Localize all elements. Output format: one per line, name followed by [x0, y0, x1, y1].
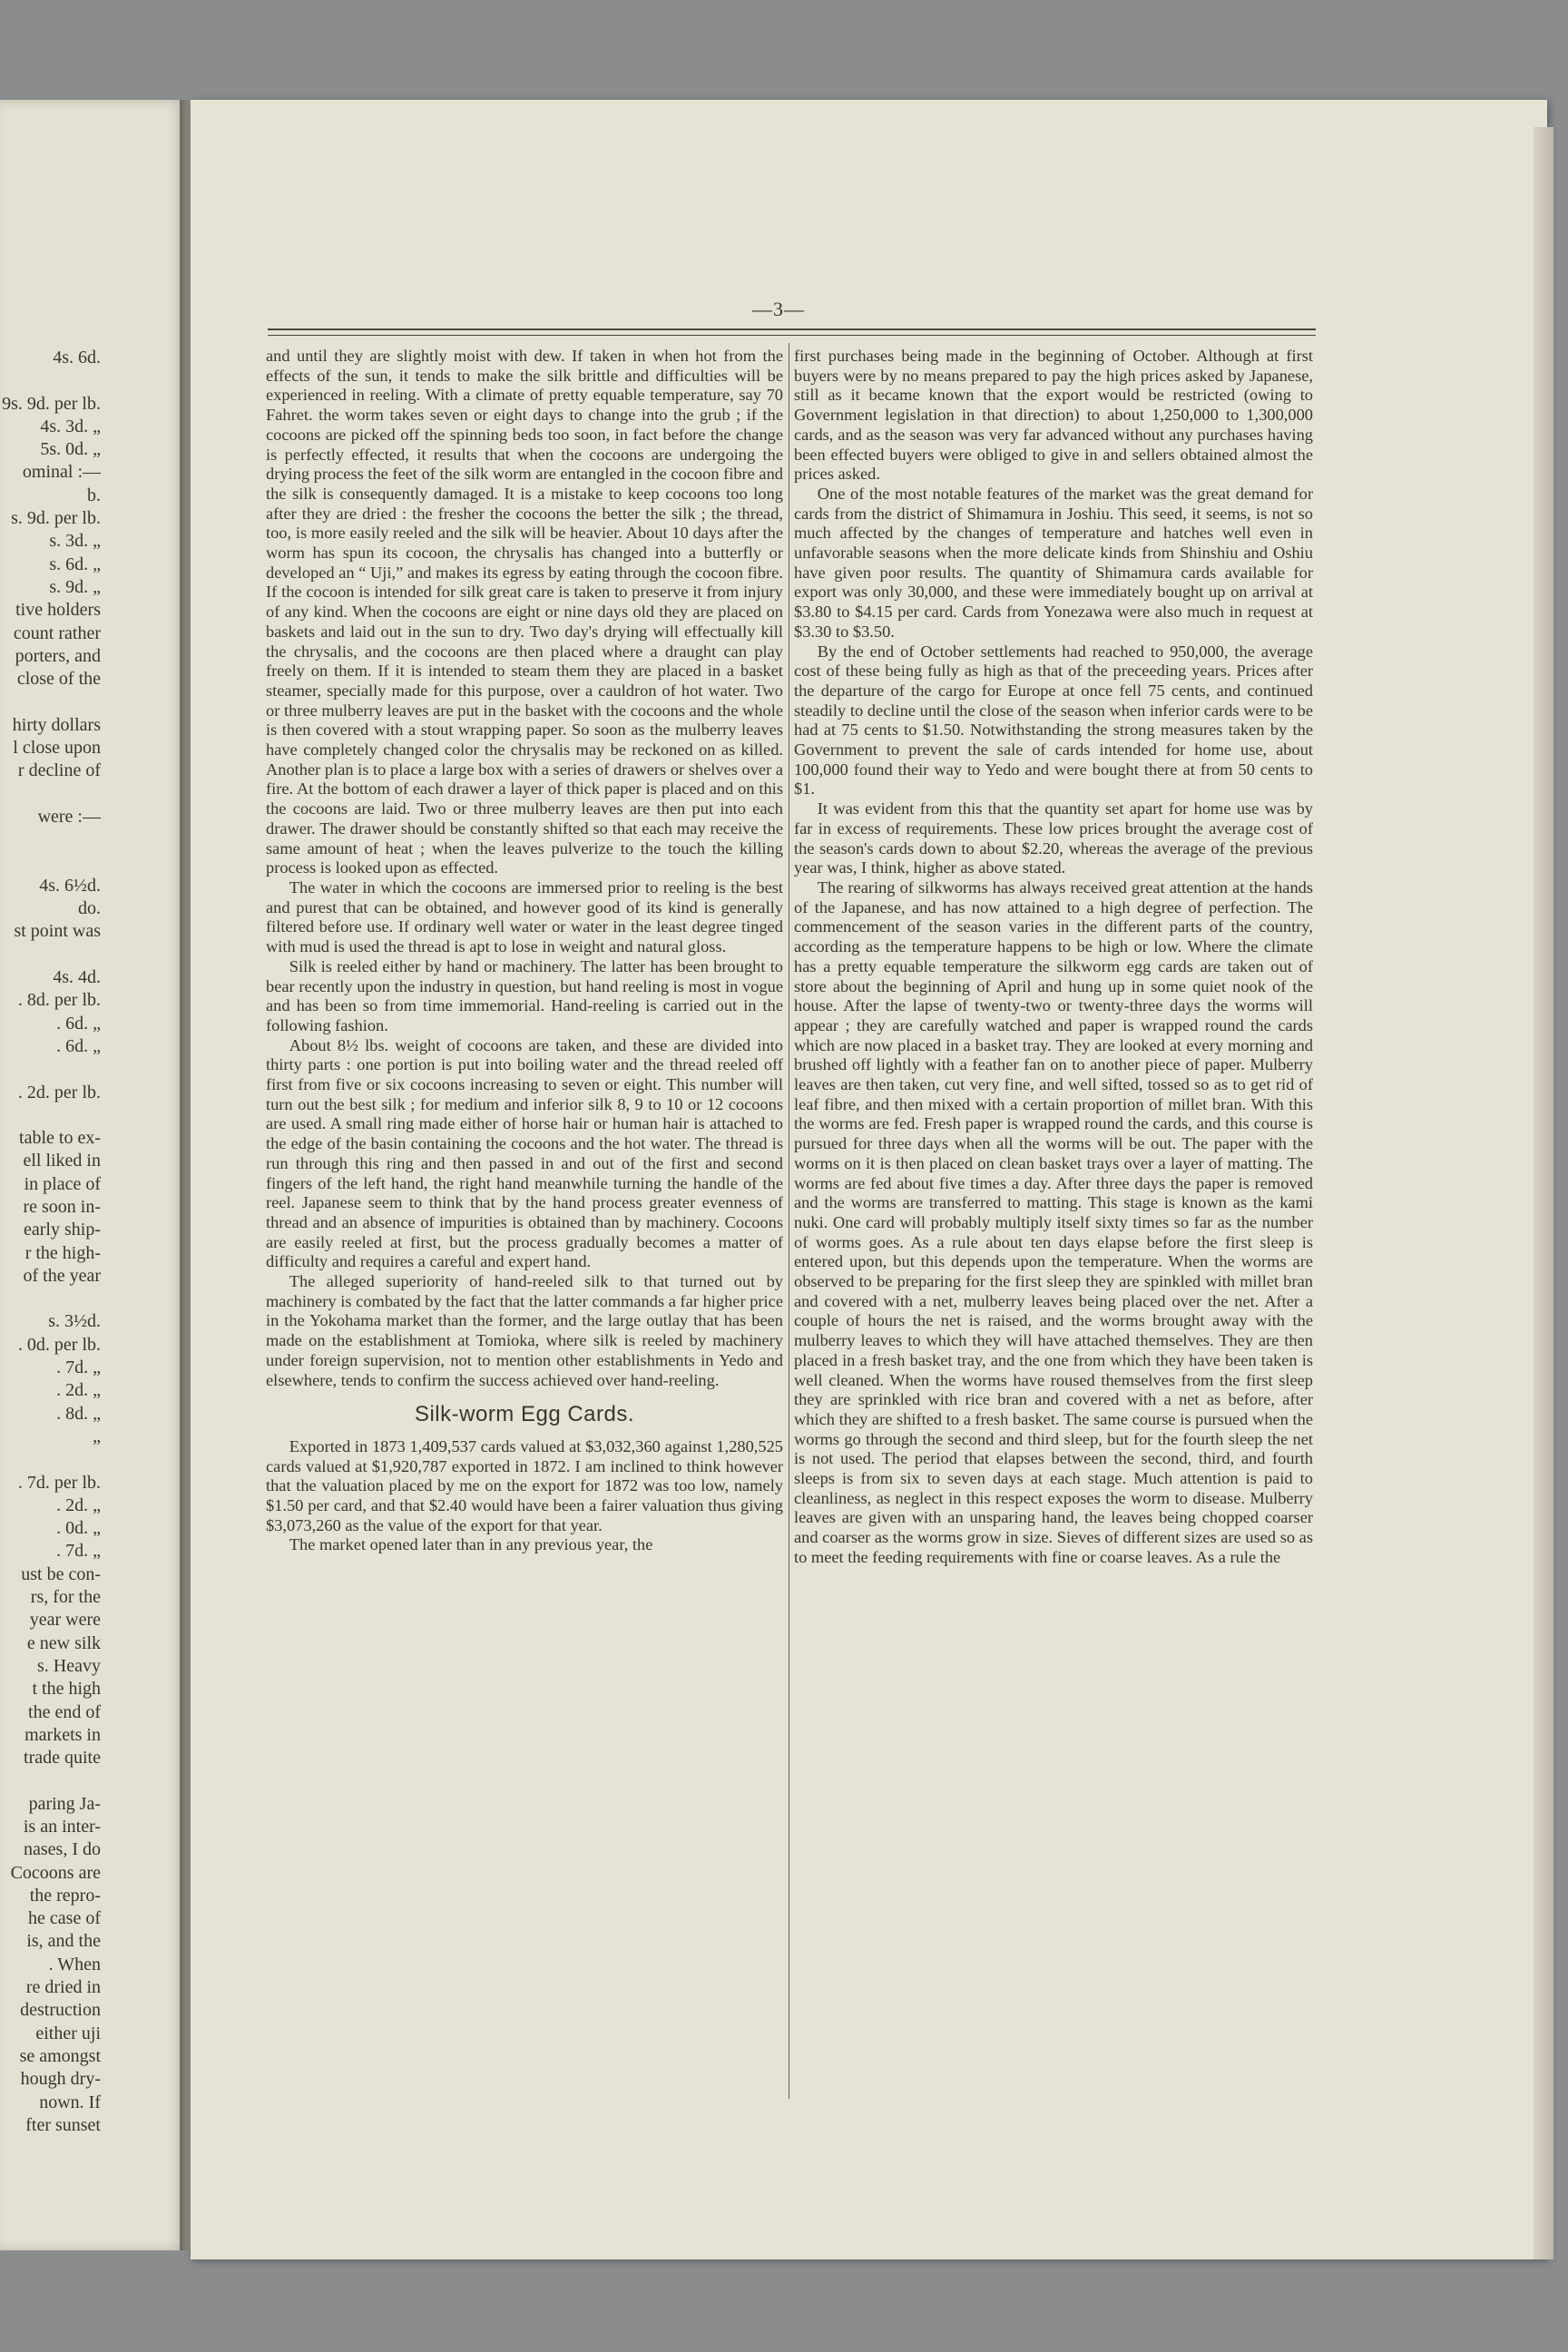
left-page-line: re dried in	[25, 1977, 101, 1998]
left-page-line: 4s. 6½d.	[39, 875, 101, 896]
left-page-line: rs, for the	[30, 1587, 101, 1608]
left-page-line: s. 3½d.	[48, 1311, 101, 1332]
left-page-line	[0, 1288, 101, 1310]
left-page-line: ust be con-	[21, 1563, 101, 1584]
left-page-line: porters, and	[15, 645, 101, 666]
left-page-line: . 2d. „	[56, 1380, 101, 1401]
left-page-line: re soon in-	[23, 1196, 101, 1217]
left-page-line: Cocoons are	[10, 1862, 101, 1883]
left-page-line: r decline of	[17, 760, 101, 781]
left-page-line: . 7d. „	[56, 1541, 101, 1562]
left-page-line: . 7d. per lb.	[17, 1472, 101, 1493]
paragraph: One of the most notable features of the market was the great demand for cards from the district of Shimamura in Joshiu. This seed, it seems, is not so much affected by the changes of temperature and hatches well even in unfavorable seasons when the more delicate kinds from Shinshiu and Oshiu have given poor results. The quantity of Shimamura cards available for export was only 30,000, and these were immediately bought up on arrival at $3.80 to $4.15 per card. Cards from Yonezawa were also much in request at $3.30 to $3.50.	[794, 484, 1313, 641]
left-page-line: „	[93, 1426, 101, 1446]
left-page-line: hirty dollars	[12, 714, 101, 735]
header-rule	[268, 328, 1316, 330]
left-page-line: early ship-	[24, 1220, 101, 1240]
paragraph: The alleged superiority of hand-reeled silk to that turned out by machinery is combated by the fact that the latter commands a far higher price in the Yokohama market than the former, and the large outlay that has been made on the establishment at Tomioka, where silk is reeled by machinery under foreign supervision, not to mention other establishments in Yedo and elsewhere, tends to confirm the success achieved over hand-reeling.	[266, 1272, 783, 1389]
left-page-line: nown. If	[39, 2092, 101, 2112]
section-heading: Silk-worm Egg Cards.	[414, 1402, 635, 1427]
left-page-line: . 0d. „	[56, 1518, 101, 1539]
left-page-line: tive holders	[15, 600, 101, 621]
left-page-line: . When	[48, 1954, 101, 1975]
page-edge	[1534, 127, 1553, 2259]
paragraph: Exported in 1873 1,409,537 cards valued at $3,032,360 against 1,280,525 cards valued at $1,920,787 exported in 1872. I am inclined to think however that the valuation placed by me on the export for 1872 was too low, namely $1.50 per card, and that $2.40 would have been a fairer valuation thus giving $3,073,260 as the value of the export for that year.	[266, 1436, 783, 1534]
left-page-line: 4s. 4d.	[53, 967, 101, 988]
paragraph: first purchases being made in the beginning of October. Although at first buyers were by no means prepared to pay the high prices asked by Japanese, still as it became known that the export would be restricted (owing to Government legislation in that direction) to about 1,250,000 to 1,300,000 cards, and as the season was very far advanced without any purchases having been effected buyers were obliged to give in and sellers obtained almost the prices asked.	[794, 347, 1313, 484]
left-page-line: trade quite	[24, 1748, 101, 1769]
left-page-line: . 7d. „	[56, 1357, 101, 1378]
left-page-line: in place of	[24, 1173, 101, 1194]
paragraph: The water in which the cocoons are immersed prior to reeling is the best and purest that can be obtained, and however good of its kind is generally filtered before use. If ordinary well water or water in the least degree tinged with mud is used the thread is apt to lose in weight and natural gloss.	[266, 877, 783, 956]
left-page-line: . 8d. „	[56, 1403, 101, 1424]
left-page-line	[0, 852, 101, 875]
left-page-line: the repro-	[29, 1885, 101, 1906]
left-page-line	[0, 1104, 101, 1127]
left-page-line	[0, 828, 101, 851]
left-page-line: s. 9d. „	[49, 576, 101, 597]
left-page-line: . 6d. „	[56, 1013, 101, 1034]
left-page-line: s. 6d. „	[49, 554, 101, 574]
left-page-line: t the high	[32, 1679, 101, 1700]
left-page-line: s. 3d. „	[49, 531, 101, 552]
left-page-line: 5s. 0d. „	[40, 439, 101, 460]
left-page-line	[0, 1448, 101, 1471]
paragraph: Silk is reeled either by hand or machinery. The latter has been brought to bear recently upon the industry in question, but hand reeling is most in vogue and has been so from time immemorial. Hand-reeling is carried out in the following fashion.	[266, 956, 783, 1034]
left-page-line: ominal :—	[22, 462, 101, 483]
left-page-line	[0, 1058, 101, 1081]
left-page-line: paring Ja-	[28, 1793, 101, 1814]
left-page-line: he case of	[28, 1908, 101, 1929]
left-page-line: . 8d. per lb.	[17, 990, 101, 1011]
left-page-line: b.	[87, 485, 101, 505]
left-page-line: is an inter-	[23, 1817, 101, 1837]
left-page-line: s. 9d. per lb.	[11, 508, 101, 529]
left-page-line	[0, 691, 101, 713]
right-column	[794, 347, 1313, 1568]
paragraph: and until they are slightly moist with dew. If taken in when hot from the effects of the sun, it tends to make the silk brittle and difficulties will be experienced in reeling. With a climate of pretty equable temperature, say 70 Fahret. the worm takes seven or eight days to change into the grub ; if the cocoons are picked off the spinning beds too soon, in fact before the change is perfectly effected, it results that when the cocoons are undergoing the drying process the feet of the silk worm are entangled in the cocoon fibre and the silk is consequently damaged. It is a mistake to keep cocoons too long after they are dried : the fresher the cocoons the better the silk ; the thread, too, is more easily reeled and the silk will be heavier. About 10 days after the worm has spun its cocoon, the chrysalis has changed into a butterfly or developed an “ Uji,” and makes its egress by eating through the cocoon fibre. If the cocoon is intended for silk great care is taken to preserve it from injury of any kind. When the cocoons are eight or nine days old they are placed on baskets and laid out in the sun to dry. Two day's drying will effectually kill the chrysalis, and the cocoons are then placed where a draught can play freely on them. If it is intended to steam them they are placed in a basket steamer, specially made for this purpose, over a cauldron of hot water. Two or three mulberry leaves are put in the basket with the cocoons and the whole is then covered with a stout wrapping paper. So soon as the mulberry leaves have completely changed color the chrysalis may be reckoned on as killed. Another plan is to place a large box with a series of drawers or shelves over a fire. At the bottom of each drawer a layer of thick paper is placed and on this the cocoons are laid. Two or three mulberry leaves are then put into each drawer. The drawer should be constantly shifted so that each may receive the same amount of heat ; when the leaves pulverize to the touch the killing process is looked upon as effected.	[266, 347, 783, 877]
left-page-line: year were	[29, 1610, 101, 1631]
left-page-line: . 0d. per lb.	[17, 1334, 101, 1355]
left-page-line: destruction	[20, 2000, 101, 2021]
left-page-text-fragments	[0, 100, 186, 2137]
left-page-line: either uji	[35, 2023, 101, 2043]
left-page-line: the end of	[28, 1701, 101, 1722]
left-page-line: fter sunset	[25, 2114, 101, 2135]
left-page-line	[0, 944, 101, 966]
left-page-line	[0, 1769, 101, 1792]
left-page-line: do.	[78, 898, 101, 919]
left-page-line: close of the	[16, 669, 101, 690]
header-rule-thin	[268, 335, 1316, 336]
left-page-line: st point was	[14, 921, 101, 942]
left-page-line: nases, I do	[24, 1839, 101, 1860]
left-page-line: count rather	[13, 622, 101, 643]
paragraph: About 8½ lbs. weight of cocoons are taken, and these are divided into thirty parts : one portion is put into boiling water and the thread reeled off first from five or six cocoons increasing to seven or eight. This number will turn out the best silk ; for medium and inferior silk 8, 9 to 10 or 12 cocoons are used. A small ring made either of horse hair or human hair is attached to the edge of the basin containing the cocoons and the hot water. The thread is run through this ring and then passed in and out of the first and second fingers of the left hand, the right hand meanwhile turning the handle of the reel. Japanese seem to think that by the hand process greater evenness of thread and an absence of impurities is obtained than by machinery. Cocoons are easily reeled at first, but the process gradually becomes a matter of difficulty and requires a careful and expert hand.	[266, 1035, 783, 1271]
left-page-line	[0, 369, 101, 392]
left-page-line: 4s. 3d. „	[40, 416, 101, 436]
paragraph: The market opened later than in any previous year, the	[289, 1535, 653, 1554]
paragraph: By the end of October settlements had reached to 950,000, the average cost of these being fully as high as that of the preceeding years. Prices after the departure of the cargo for Europe at once fell 75 cents, and continued steadily to decline until the close of the season when inferior cards were to be had at 75 cents to $1.50. Notwithstanding the strong measures taken by the Government to prevent the sale of cards intended for home use, about 100,000 found their way to Yedo and were bought there at from 50 cents to $1.	[794, 642, 1313, 799]
left-page-line: table to ex-	[19, 1128, 101, 1149]
left-page-line: . 2d. „	[56, 1494, 101, 1515]
left-page-line: ell liked in	[23, 1151, 101, 1171]
left-page-line: . 6d. „	[56, 1035, 101, 1056]
left-page-line: 9s. 9d. per lb.	[2, 393, 101, 414]
left-page-line	[0, 783, 101, 806]
left-page-line: is, and the	[26, 1931, 101, 1952]
left-page-line: se amongst	[19, 2045, 101, 2066]
left-page-line: r the high-	[24, 1242, 101, 1263]
left-page-line: markets in	[24, 1724, 101, 1745]
left-page-line: 4s. 6d.	[53, 348, 101, 368]
left-page-line: . 2d. per lb.	[17, 1082, 101, 1102]
page-number: —3—	[752, 298, 805, 320]
left-column	[266, 347, 783, 1555]
left-page-line: l close upon	[13, 738, 101, 759]
left-page-line: of the year	[23, 1265, 101, 1286]
left-page-line: were :—	[37, 806, 101, 827]
left-page	[0, 100, 186, 2250]
left-page-line: s. Heavy	[37, 1655, 101, 1676]
left-page-line: e new silk	[26, 1632, 101, 1653]
paragraph: It was evident from this that the quantity set apart for home use was by far in excess of requirements. These low prices brought the average cost of the season's cards down to about $2.20, whereas the average of the previous year was, I think, higher as above stated.	[794, 799, 1313, 877]
paragraph: The rearing of silkworms has always received great attention at the hands of the Japanese, and has now attained to a high degree of perfection. The commencement of the season varies in the different parts of the country, according as the temperature happens to be high or low. Where the climate has a pretty equable temperature the silkworm egg cards are taken out of store about the beginning of April and hung up in some quiet nook of the house. After the lapse of twenty-two or twenty-three days the worms will appear ; they are carefully watched and paper is wrapped round the cards which are now placed in a basket tray. They are looked at every morning and brushed off lightly with a feather fan on to another piece of paper. Mulberry leaves are then taken, cut very fine, and well sifted, tossed so as to get rid of leaf fibre, and then mixed with a certain proportion of millet bran. With this the worms are fed. Fresh paper is wrapped round the cards, and this course is pursued for three days when all the worms will be out. The paper with the worms on it is then placed on clean basket trays over a layer of matting. The worms are fed about five times a day. After three days the paper is removed and the worms are transferred to matting. This stage is known as the kami nuki. One card will probably multiply itself sixty times so far as the number of worms goes. As a rule about ten days elapse before the first sleep is entered upon, but this depends upon the temperature. When the worms are observed to be preparing for the first sleep they are spinkled with millet bran and covered with a net, mulberry leaves being placed over the net. After a couple of hours the net is raised, and the worms brought away with the mulberry leaves to which they will have attached themselves. They are then placed in a fresh basket tray, and the one from which they have been taken is well cleaned. When the worms have roused themselves from the first sleep they are sprinkled with rice bran and covered with a net as before, after which they are shifted to a fresh basket. The same course is pursued when the worms go through the second and third sleep, but for the fourth sleep the net is not used. The period that elapses between the second, third, and fourth sleeps is from six to seven days at each stage. Much attention is paid to cleanliness, as neglect in this respect exposes the worm to disease. Mulberry leaves are given with an unsparing hand, the leaves being chopped coarser and coarser as the worms grow in size. Sieves of different sizes are used so as to meet the feeding requirements with fine or coarse leaves. As a rule the	[794, 877, 1313, 1566]
left-page-line: hough dry-	[20, 2069, 101, 2090]
